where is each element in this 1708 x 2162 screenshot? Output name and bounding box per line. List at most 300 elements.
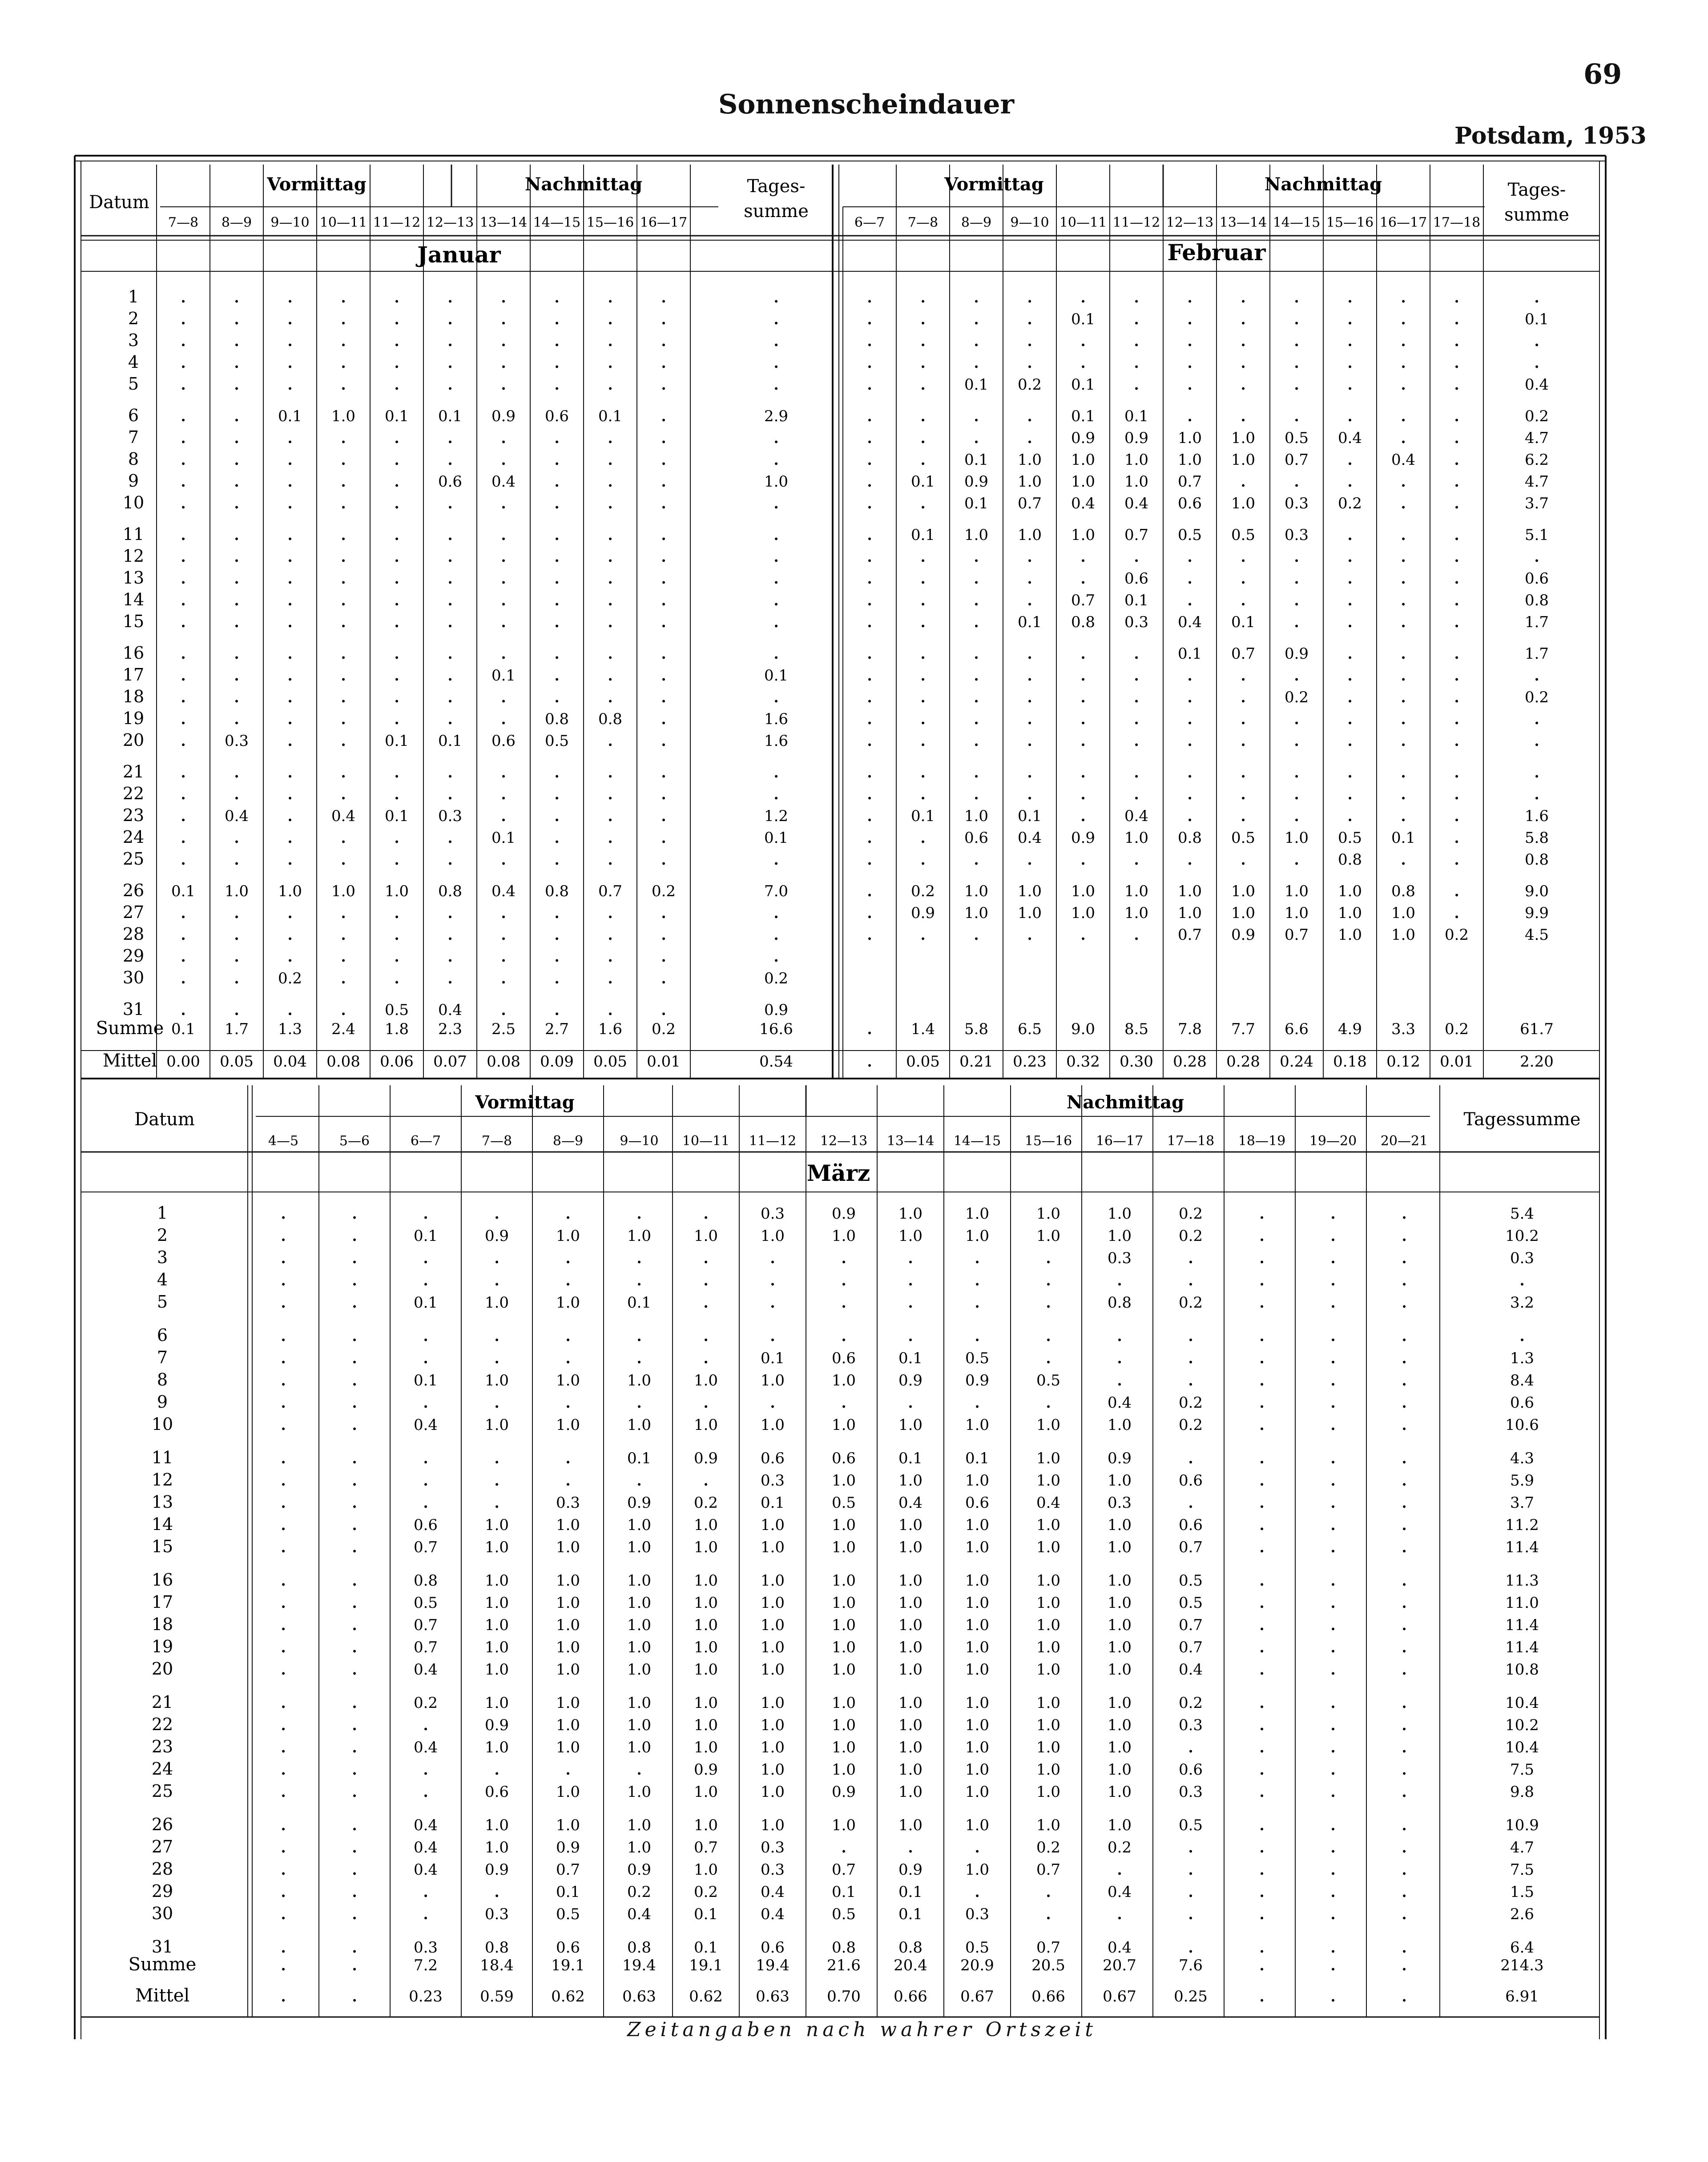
maerz-cell: 1.0 [484,1294,509,1312]
februar-cell: . [1400,349,1407,373]
februar-cell: . [866,640,873,664]
maerz-cell: . [1329,1288,1337,1312]
februar-cell: . [1346,727,1354,751]
maerz-cell: . [280,1655,287,1679]
maerz-cell: . [493,1466,500,1490]
maerz-cell: 1.0 [556,1372,580,1389]
februar-day-total: 4.7 [1524,473,1549,491]
februar-cell: . [1080,349,1087,373]
day-label: 1 [157,1203,168,1223]
maerz-cell: . [1258,1322,1265,1346]
maerz-cell: 0.2 [1178,1205,1203,1223]
februar-cell: . [866,521,873,545]
februar-cell: . [1080,661,1087,685]
hour-header: 15—16 [1326,215,1374,230]
februar-cell: 1.0 [1071,882,1096,900]
januar-mittel: 0.08 [326,1053,360,1071]
maerz-summe: 19.1 [551,1957,585,1974]
februar-cell: . [1346,305,1354,329]
maerz-cell: . [280,1288,287,1312]
februar-mittel: 0.32 [1066,1053,1100,1071]
februar-mittel: . [866,1047,873,1071]
maerz-cell: . [422,1878,429,1902]
februar-day-total: 0.1 [1524,310,1549,328]
januar-cell: 0.4 [331,807,356,825]
januar-cell: . [233,543,240,567]
januar-cell: . [180,758,187,782]
februar-cell: 0.3 [1124,613,1149,631]
maerz-cell: 0.4 [1107,1394,1132,1412]
day-label: 25 [122,849,145,869]
februar-cell: . [919,780,927,804]
januar-cell: . [447,424,454,448]
maerz-cell: 1.0 [1107,1538,1132,1556]
maerz-cell: . [769,1322,776,1346]
februar-cell: 1.0 [1124,451,1149,469]
maerz-cell: . [1329,1633,1337,1657]
maerz-cell: 0.9 [693,1449,718,1467]
maerz-cell: . [493,1489,500,1513]
februar-cell: 0.1 [910,473,935,491]
maerz-cell: . [1329,1856,1337,1880]
januar-cell: . [447,446,454,470]
februar-cell: . [1026,640,1033,664]
januar-cell: . [286,640,294,664]
day-label: 31 [151,1937,173,1957]
januar-cell: . [660,489,667,513]
februar-cell: . [1453,543,1460,567]
maerz-cell: 1.0 [484,1538,509,1556]
januar-cell: . [180,543,187,567]
day-label: 30 [122,968,145,987]
januar-cell: 0.1 [278,407,302,425]
maerz-cell: . [1045,1266,1052,1290]
maerz-cell: . [351,1711,358,1735]
januar-cell: . [393,489,400,513]
maerz-cell: . [1187,1444,1194,1468]
januar-cell: . [660,824,667,848]
februar-cell: . [1080,802,1087,826]
maerz-cell: . [351,1444,358,1468]
januar-cell: . [660,705,667,729]
vormittag-header: Vormittag [944,174,1044,195]
januar-cell: . [553,370,560,395]
maerz-cell: . [351,1366,358,1390]
februar-cell: . [1346,564,1354,588]
day-label: 16 [122,643,145,663]
maerz-cell: 1.0 [693,1516,718,1534]
maerz-cell: 1.0 [831,1372,856,1389]
maerz-cell: 1.0 [693,1861,718,1879]
februar-cell: . [1186,283,1193,307]
maerz-cell: 0.4 [1036,1494,1061,1512]
januar-cell: 0.1 [384,732,409,750]
maerz-mittel: 0.67 [960,1988,994,2005]
day-label: 11 [122,524,145,544]
januar-cell: . [180,446,187,470]
maerz-cell: . [1258,1778,1265,1802]
februar-cell: . [1293,283,1300,307]
februar-day-total: 1.7 [1524,645,1549,663]
februar-cell: 0.1 [1231,613,1256,631]
maerz-cell: . [907,1389,914,1413]
maerz-cell: . [422,1489,429,1513]
maerz-cell: 1.0 [556,1616,580,1634]
februar-cell: . [1026,845,1033,870]
maerz-cell: . [840,1266,847,1290]
maerz-cell: 0.2 [693,1883,718,1901]
januar-cell: . [286,824,294,848]
januar-cell: . [233,942,240,966]
februar-cell: . [1240,564,1247,588]
maerz-cell: 0.1 [413,1294,438,1312]
maerz-summe: 20.4 [894,1957,927,1974]
februar-cell: . [973,608,980,632]
maerz-cell: 0.2 [1178,1394,1203,1412]
maerz-mittel: 0.66 [1031,1988,1065,2005]
februar-mittel: 0.28 [1226,1053,1260,1071]
maerz-cell: . [1329,1833,1337,1857]
januar-cell: . [286,899,294,923]
februar-day-total: 0.6 [1524,570,1549,588]
maerz-cell: . [1045,1288,1052,1312]
maerz-cell: . [769,1288,776,1312]
maerz-cell: . [280,1444,287,1468]
januar-cell: . [286,424,294,448]
maerz-cell: 1.0 [1036,1416,1061,1434]
januar-cell: 0.3 [224,732,249,750]
januar-cell: . [607,586,614,610]
februar-cell: . [1346,283,1354,307]
maerz-cell: 1.0 [1036,1227,1061,1245]
nachmittag-header: Nachmittag [1264,174,1382,195]
maerz-cell: 1.0 [898,1572,923,1590]
februar-cell: . [1186,780,1193,804]
day-label: 31 [122,999,145,1019]
day-label: 28 [151,1859,173,1879]
januar-cell: . [553,964,560,988]
februar-mittel: 2.20 [1520,1053,1554,1071]
januar-cell: . [447,661,454,685]
maerz-cell: . [351,1288,358,1312]
februar-cell: 0.5 [1231,829,1256,847]
maerz-cell: . [280,1244,287,1268]
januar-cell: . [180,586,187,610]
februar-cell: . [866,845,873,870]
maerz-cell: . [1401,1655,1408,1679]
januar-cell: . [553,305,560,329]
day-label: 27 [122,902,145,922]
maerz-cell: 1.0 [760,1538,785,1556]
datum-header: Datum [134,1109,195,1130]
maerz-cell: . [1258,1466,1265,1490]
januar-cell: . [500,996,507,1020]
februar-day-total: 9.9 [1524,904,1549,922]
januar-cell: . [660,564,667,588]
page-number: 69 [1583,58,1622,90]
februar-cell: 1.0 [964,526,989,544]
januar-cell: . [447,780,454,804]
januar-cell: 0.8 [598,710,623,728]
januar-mittel: 0.06 [380,1053,414,1071]
januar-cell: . [393,283,400,307]
maerz-cell: . [1329,1566,1337,1590]
day-label: 18 [122,687,145,706]
maerz-cell: . [1401,1344,1408,1368]
februar-cell: 1.0 [1391,904,1416,922]
maerz-cell: . [1258,1900,1265,1924]
maerz-day-total: 2.6 [1510,1905,1535,1923]
maerz-cell: 1.0 [627,1594,652,1612]
maerz-cell: 0.9 [831,1205,856,1223]
hour-header: 15—16 [1024,1133,1072,1149]
januar-cell: . [233,640,240,664]
februar-cell: . [1080,640,1087,664]
maerz-cell: . [1329,1389,1337,1413]
maerz-cell: 0.7 [556,1861,580,1879]
nachmittag-header: Nachmittag [524,174,643,195]
januar-cell: . [286,921,294,945]
januar-cell: . [500,964,507,988]
maerz-cell: . [493,1322,500,1346]
maerz-cell: 0.2 [1107,1839,1132,1856]
februar-cell: 0.6 [1124,570,1149,588]
maerz-cell: . [1045,1244,1052,1268]
februar-cell: . [1453,727,1460,751]
januar-cell: . [393,521,400,545]
januar-cell: . [393,705,400,729]
januar-cell: . [180,608,187,632]
januar-cell: . [500,780,507,804]
januar-cell: . [286,489,294,513]
maerz-mittel: 0.62 [689,1988,723,2005]
maerz-cell: . [1329,1900,1337,1924]
maerz-mittel: . [351,1982,358,2006]
maerz-cell: 1.0 [484,1639,509,1656]
februar-cell: 0.4 [1124,807,1149,825]
januar-cell: . [340,780,347,804]
februar-cell: . [1026,543,1033,567]
maerz-day-total: 10.2 [1505,1716,1539,1734]
februar-cell: 0.2 [1444,926,1469,944]
januar-cell: . [447,608,454,632]
maerz-cell: . [564,1389,572,1413]
maerz-cell: . [280,1933,287,1957]
februar-summe: 3.3 [1391,1020,1416,1038]
maerz-cell: 0.7 [413,1616,438,1634]
maerz-cell: . [1258,1933,1265,1957]
maerz-cell: . [351,1856,358,1880]
maerz-cell: . [493,1244,500,1268]
februar-cell: 1.0 [1017,882,1042,900]
maerz-cell: 1.0 [898,1538,923,1556]
februar-cell: . [1240,283,1247,307]
januar-cell: . [340,489,347,513]
maerz-cell: . [1258,1566,1265,1590]
februar-summe: 5.8 [964,1020,989,1038]
maerz-cell: 1.0 [965,1516,990,1534]
februar-day-total: 1.7 [1524,613,1549,631]
februar-cell: . [1293,586,1300,610]
januar-cell: . [660,349,667,373]
februar-cell: . [866,349,873,373]
maerz-cell: . [1258,1200,1265,1224]
maerz-day-total: 10.6 [1505,1416,1539,1434]
maerz-cell: 1.0 [965,1616,990,1634]
januar-cell: . [393,424,400,448]
februar-cell: . [1026,327,1033,351]
maerz-cell: 0.4 [1107,1883,1132,1901]
maerz-cell: . [636,1322,643,1346]
maerz-cell: . [1329,1266,1337,1290]
maerz-day-total: 11.4 [1505,1616,1539,1634]
hour-header: 17—18 [1433,215,1481,230]
maerz-cell: 1.0 [627,1661,652,1679]
januar-cell: . [553,327,560,351]
maerz-cell: . [1401,1833,1408,1857]
day-label: 6 [157,1325,168,1345]
januar-cell: . [607,824,614,848]
februar-cell: 1.0 [964,882,989,900]
maerz-cell: 1.0 [831,1761,856,1779]
februar-cell: . [1186,327,1193,351]
februar-cell: . [973,845,980,870]
maerz-cell: 1.0 [1036,1739,1061,1756]
maerz-cell: 1.0 [1107,1761,1132,1779]
januar-cell: . [286,564,294,588]
februar-cell: . [1080,705,1087,729]
vormittag-header: Vormittag [475,1092,575,1113]
summe-label: Summe [128,1954,197,1975]
maerz-cell: 1.0 [1107,1639,1132,1656]
februar-cell: 0.1 [910,807,935,825]
day-label: 13 [122,568,145,588]
januar-cell: . [447,305,454,329]
day-label: 4 [157,1270,168,1289]
maerz-cell: 1.0 [831,1639,856,1656]
januar-cell: 1.0 [384,882,409,900]
februar-cell: . [1240,402,1247,426]
maerz-cell: . [1401,1811,1408,1835]
maerz-cell: 1.0 [898,1716,923,1734]
maerz-cell: . [351,1489,358,1513]
januar-cell: . [233,349,240,373]
maerz-cell: 1.0 [556,1783,580,1801]
januar-cell: . [286,727,294,751]
maerz-cell: 0.4 [1107,1939,1132,1957]
day-label: 22 [122,784,145,803]
maerz-cell: . [280,1856,287,1880]
februar-cell: . [1453,370,1460,395]
maerz-day-total: 10.2 [1505,1227,1539,1245]
maerz-cell: . [702,1466,709,1490]
maerz-cell: 1.0 [1107,1716,1132,1734]
maerz-cell: . [351,1200,358,1224]
januar-cell: . [233,446,240,470]
januar-cell: . [340,758,347,782]
maerz-day-total: 10.8 [1505,1661,1539,1679]
maerz-cell: . [493,1200,500,1224]
maerz-cell: 1.0 [965,1639,990,1656]
februar-cell: 0.7 [1177,473,1202,491]
januar-cell: 0.1 [438,732,463,750]
day-label: 16 [151,1570,173,1590]
maerz-cell: . [351,1411,358,1435]
januar-cell: . [180,661,187,685]
januar-cell: . [233,489,240,513]
januar-cell: . [500,489,507,513]
maerz-cell: . [1187,1489,1194,1513]
januar-cell: . [286,349,294,373]
maerz-cell: 1.0 [898,1639,923,1656]
januar-cell: . [393,824,400,848]
day-label: 5 [157,1292,168,1312]
maerz-cell: . [351,1833,358,1857]
januar-cell: . [393,608,400,632]
januar-day-total: . [773,489,780,513]
januar-mittel: 0.07 [433,1053,467,1071]
februar-cell: . [973,349,980,373]
januar-cell: . [286,996,294,1020]
februar-cell: . [973,683,980,707]
maerz-cell: . [702,1288,709,1312]
maerz-day-total: 11.3 [1505,1572,1539,1590]
nachmittag-header: Nachmittag [1066,1092,1184,1113]
maerz-cell: 1.0 [1107,1516,1132,1534]
maerz-cell: . [351,1811,358,1835]
februar-cell: 0.2 [910,882,935,900]
januar-cell: . [447,683,454,707]
maerz-cell: . [636,1200,643,1224]
januar-cell: 0.1 [491,667,516,684]
februar-cell: . [1453,283,1460,307]
februar-cell: 0.9 [1071,829,1096,847]
maerz-cell: . [1401,1589,1408,1613]
februar-cell: . [1400,564,1407,588]
hour-header: 19—20 [1309,1133,1357,1149]
maerz-mittel: 0.25 [1174,1988,1208,2005]
maerz-cell: 0.2 [413,1694,438,1712]
maerz-cell: 1.0 [627,1416,652,1434]
februar-mittel: 0.24 [1280,1053,1313,1071]
februar-cell: . [1346,543,1354,567]
maerz-cell: . [351,1633,358,1657]
hour-header: 18—19 [1238,1133,1286,1149]
maerz-cell: 0.3 [1107,1249,1132,1267]
februar-mittel: 0.18 [1333,1053,1367,1071]
februar-cell: . [1400,661,1407,685]
maerz-cell: 1.0 [484,1694,509,1712]
januar-cell: . [180,683,187,707]
februar-cell: . [1400,327,1407,351]
maerz-cell: 1.0 [898,1739,923,1756]
maerz-mittel: 0.63 [756,1988,790,2005]
maerz-cell: . [974,1389,981,1413]
februar-cell: 1.0 [1017,473,1042,491]
maerz-cell: 0.2 [1178,1694,1203,1712]
maerz-cell: . [840,1833,847,1857]
februar-cell: 0.1 [964,451,989,469]
januar-cell: . [180,349,187,373]
februar-cell: . [866,446,873,470]
februar-cell: . [1293,467,1300,491]
januar-cell: . [180,845,187,870]
januar-cell: . [553,996,560,1020]
februar-cell: 1.0 [1284,829,1309,847]
januar-cell: . [340,921,347,945]
februar-cell: 1.0 [1231,495,1256,512]
januar-cell: . [500,705,507,729]
